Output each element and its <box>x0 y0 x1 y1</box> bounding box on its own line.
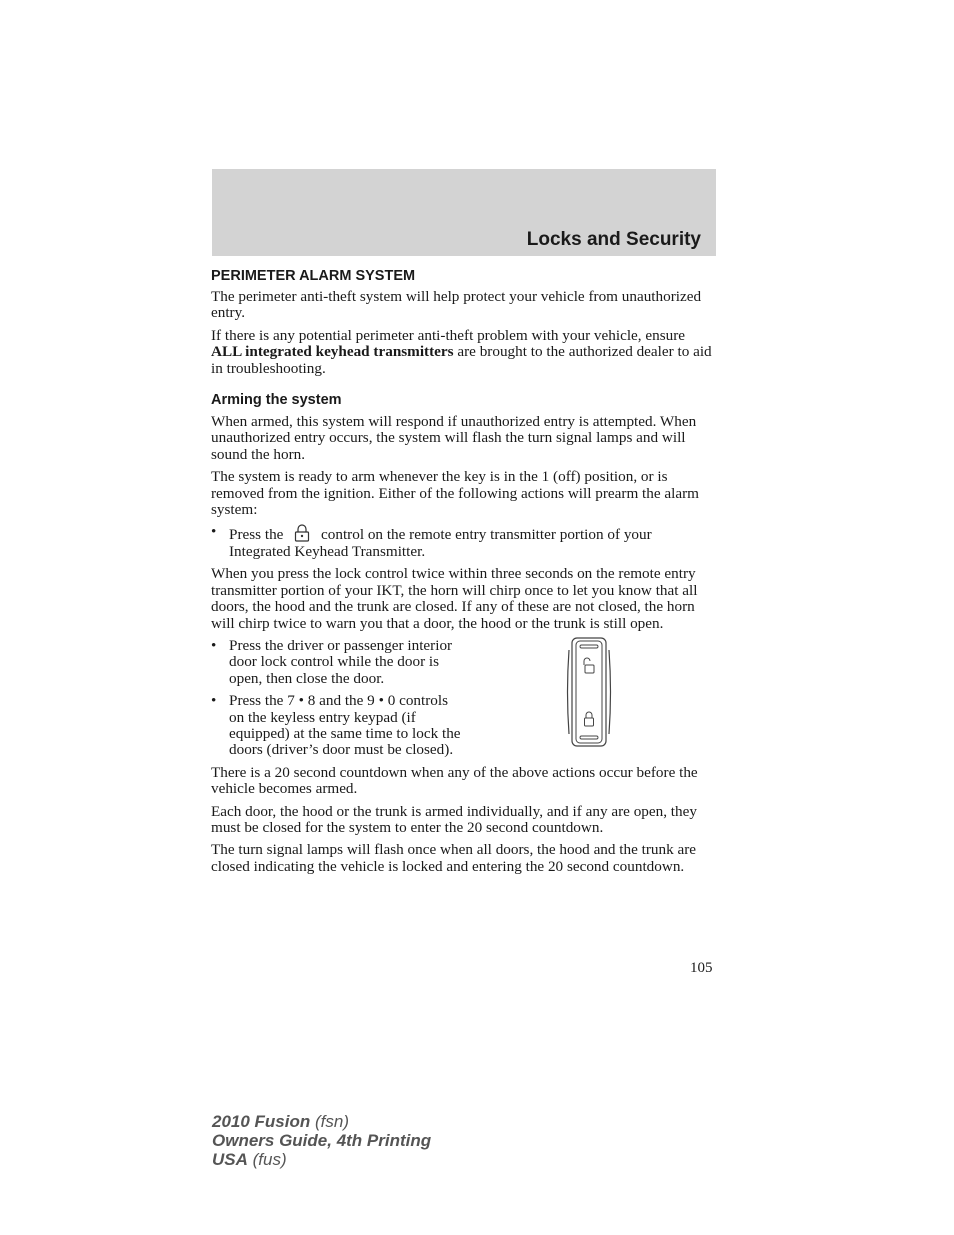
troubleshoot-text-end: are brought to the authorized dealer to aid in troubleshooting. <box>211 343 712 377</box>
arming-paragraph-3: When you press the lock control twice within three seconds on the remote entry transmitter portion of your IKT, the horn will chirp once to let you know that all doors, the hood and the trunk are closed. If any of these are not closed, the horn will chirp twice to warn you that a door, the hood or the trunk is still open. <box>211 565 698 632</box>
bullet-text <box>229 524 716 560</box>
arming-paragraph-4: There is a 20 second countdown when any of the above actions occur before the vehicle becomes armed. <box>211 763 698 798</box>
page-number: 105 <box>690 960 713 976</box>
bullet-item-remote-lock <box>211 524 716 560</box>
section-title: Locks and Security <box>526 229 701 250</box>
footer-region: USA <box>212 1150 248 1169</box>
perimeter-troubleshoot-paragraph <box>211 328 716 377</box>
arming-paragraph-5: Each door, the hood or the trunk is armed individually, and if any are open, they must be closed for the system to enter the 20 second countdown. <box>211 802 697 836</box>
footer-guide: Owners Guide, 4th Printing <box>212 1131 432 1150</box>
bullet-text-end: control on the remote entry transmitter portion of your Integrated Keyhead Transmitter. <box>229 526 652 560</box>
bullet-text: Press the driver or passenger interior door lock control while the door is open, then close the door. <box>229 636 453 687</box>
bullet-dot: • <box>211 636 217 654</box>
lock-icon <box>585 712 594 726</box>
bullet-text: Press the 7 • 8 and the 9 • 0 controls on the keyless entry keypad (if equipped) at the same time to lock the doors (driver’s door must be closed). <box>229 692 461 759</box>
footer-line-model <box>212 1112 431 1131</box>
troubleshoot-text-start: If there is any potential perimeter anti-theft problem with your vehicle, ensure <box>211 326 686 344</box>
arming-paragraph-2: The system is ready to arm whenever the key is in the 1 (off) position, or is removed from the ignition. Either of the following actions will prearm the alarm system: <box>211 468 699 519</box>
bullets-with-illustration <box>211 638 716 765</box>
lock-icon <box>291 524 313 542</box>
footer-model-code: (fsn) <box>315 1112 349 1131</box>
footer-region-code: (fus) <box>252 1150 287 1169</box>
unlock-icon <box>584 658 594 673</box>
arming-heading: Arming the system <box>211 392 342 409</box>
troubleshoot-text-bold: ALL integrated keyhead transmitters <box>211 343 454 361</box>
perimeter-alarm-heading: PERIMETER ALARM SYSTEM <box>211 268 416 284</box>
footer-model: 2010 Fusion <box>212 1112 311 1131</box>
document-footer <box>212 1112 431 1169</box>
footer-line-guide <box>212 1131 431 1150</box>
perimeter-intro-paragraph: The perimeter anti-theft system will help protect your vehicle from unauthorized entry. <box>211 288 702 322</box>
bullet-item-interior-lock <box>211 638 461 687</box>
bullet-dot: • <box>211 692 217 710</box>
bullet-dot: • <box>211 523 217 541</box>
section-header-band <box>212 169 716 256</box>
bullet-column <box>211 638 461 765</box>
arming-paragraph-1: When armed, this system will respond if unauthorized entry is attempted. When unauthorized entry occurs, the system will flash the turn signal lamps and will sound the horn. <box>211 413 697 463</box>
page-content <box>211 267 716 881</box>
door-lock-switch-illustration <box>564 636 614 748</box>
footer-line-region <box>212 1150 431 1169</box>
arming-paragraph-6: The turn signal lamps will flash once when all doors, the hood and the trunk are closed indicating the vehicle is locked and entering the 20 second countdown. <box>211 841 697 875</box>
illustration-column <box>461 638 716 765</box>
bullet-text-start: Press the <box>229 526 288 544</box>
bullet-item-keypad <box>211 693 461 759</box>
